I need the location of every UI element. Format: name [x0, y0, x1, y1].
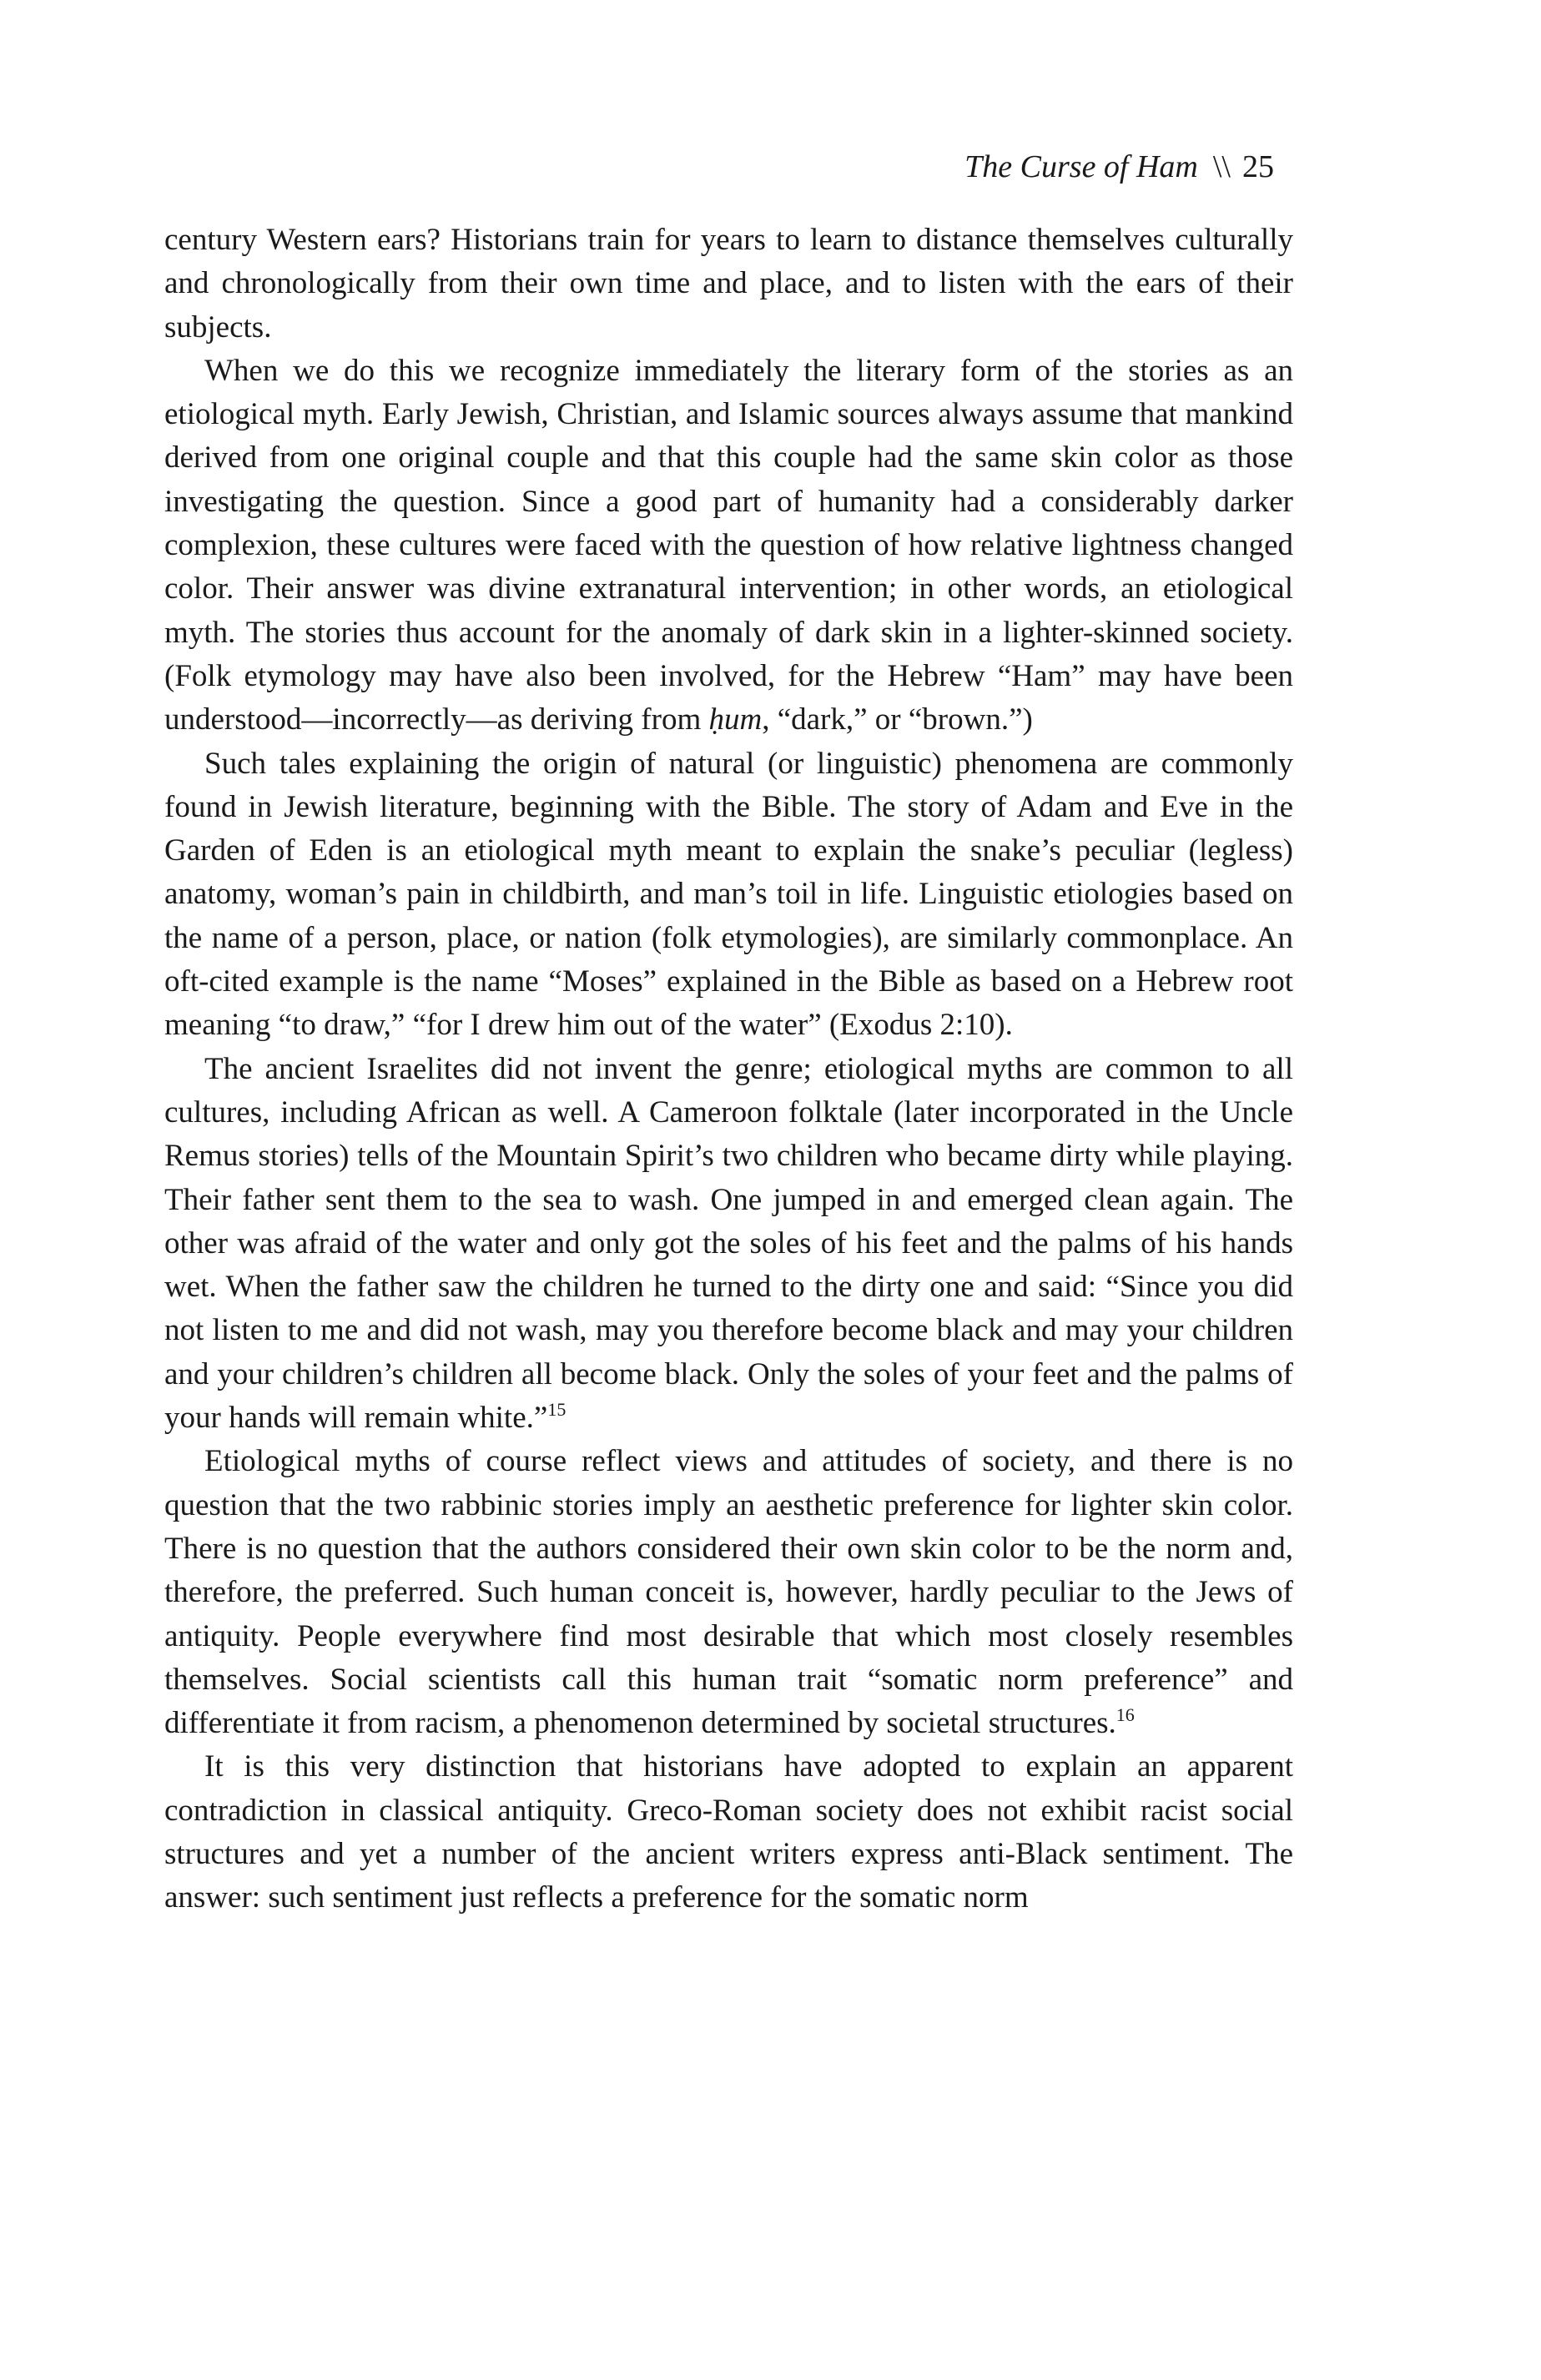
paragraph-5: [164, 1440, 1293, 1745]
paragraph-6: [164, 1745, 1293, 1920]
body-text: [164, 219, 1293, 1920]
running-head-title: The Curse of Ham: [964, 149, 1198, 184]
paragraph-2: [164, 350, 1293, 742]
paragraph-text: century Western ears? Historians train for years to learn to distance themselves culturally and chronologically from their own time and place, and to listen with the ears of their subjects.: [164, 223, 1293, 345]
running-head-separator: \\: [1212, 149, 1231, 184]
footnote-marker[interactable]: 16: [1115, 1704, 1135, 1726]
paragraph-text: Etiological myths of course reflect views and attitudes of society, and there is no question that the two rabbinic stories imply an aesthetic preference for lighter skin color. There is no question that the authors considered their own skin color to be the norm and, therefore, the preferred. Such human conceit is, however, hardly peculiar to the Jews of antiquity. People everywhere find most desirable that which most closely resembles themselves. Social scientists call this human trait “somatic norm preference” and differentiate it from racism, a phenomenon determined by societal structures.: [164, 1444, 1293, 1741]
paragraph-text: The ancient Israelites did not invent the genre; etiological myths are common to all cultures, including African as well. A Cameroon folktale (later incorporated in the Uncle Remus stories) tells of the Mountain Spirit’s two children who became dirty while playing. Their father sent them to the sea to wash. One jumped in and emerged clean again. The other was afraid of the water and only got the soles of his feet and the palms of his hands wet. When the father saw the children he turned to the dirty one and said: “Since you did not listen to me and did not wash, may you therefore become black and may your children and your children’s children all become black. Only the soles of your feet and the palms of your hands will remain white.”: [164, 1051, 1293, 1436]
paragraph-text: , “dark,” or “brown.”): [762, 702, 1033, 737]
paragraph-text: Such tales explaining the origin of natural (or linguistic) phenomena are commonly found in Jewish literature, beginning with the Bible. The story of Adam and Eve in the Garden of Eden is an etiological myth meant to explain the snake’s peculiar (legless) anatomy, woman’s pain in childbirth, and man’s toil in life. Linguistic etiologies based on the name of a person, place, or nation (folk etymologies), are similarly commonplace. An oft-cited example is the name “Moses” explained in the Bible as based on a Hebrew root meaning “to draw,” “for I drew him out of the water” (Exodus 2:10).: [164, 746, 1293, 1043]
paragraph-text: When we do this we recognize immediately the literary form of the stories as an etiological myth. Early Jewish, Christian, and Islamic sources always assume that mankind derived from one original couple and that this couple had the same skin color as those investigating the question. Since a good part of humanity had a considerably darker complexion, these cultures were faced with the question of how relative lightness changed color. Their answer was divine extranatural intervention; in other words, an etiological myth. The stories thus account for the anomaly of dark skin in a lighter-skinned society. (Folk etymology may have also been involved, for the Hebrew “Ham” may have been understood—incorrectly—as deriving from: [164, 353, 1293, 737]
paragraph-text: It is this very distinction that historians have adopted to explain an apparent contradiction in classical antiquity. Greco-Roman society does not exhibit racist social structures and yet a number of the ancient writers express anti-Black sentiment. The answer: such sentiment just reflects a preference for the somatic norm: [164, 1749, 1293, 1915]
running-head: [964, 148, 1274, 185]
paragraph-4: [164, 1048, 1293, 1441]
italic-term: ḥum: [708, 702, 763, 737]
footnote-marker[interactable]: 15: [547, 1399, 567, 1421]
paragraph-1: [164, 219, 1293, 350]
paragraph-3: [164, 742, 1293, 1048]
page-number: 25: [1242, 149, 1274, 184]
